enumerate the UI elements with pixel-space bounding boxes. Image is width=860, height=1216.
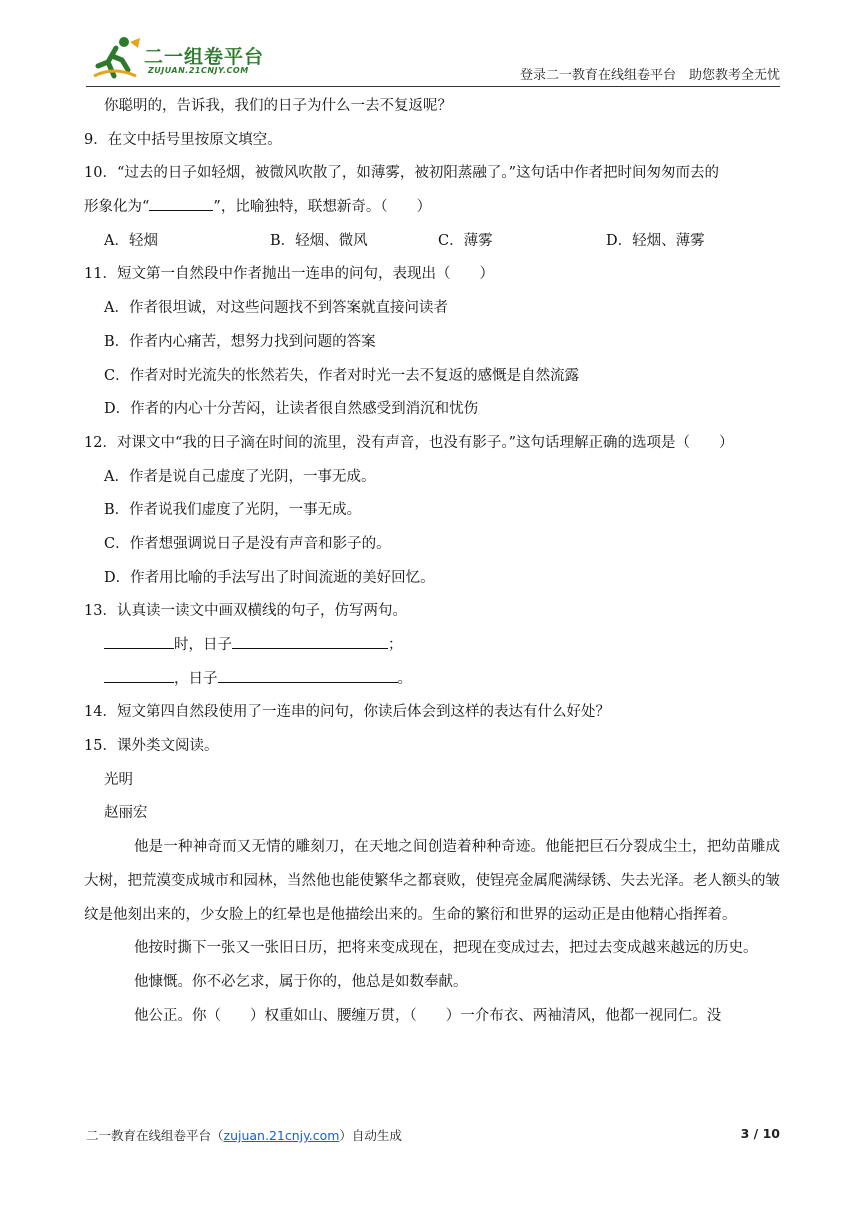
option-a[interactable]: A．作者是说自己虚度了光阴，一事无成。 [104, 468, 376, 485]
q13-line-2 [84, 663, 784, 697]
logo-title: 二一组卷平台 [144, 46, 265, 68]
option-c[interactable]: C．作者想强调说日子是没有声音和影子的。 [104, 535, 391, 552]
q10-text-pre: 形象化为“ [84, 199, 150, 216]
passage-paragraph: 他公正。你（ ）权重如山、腰缠万贯，（ ）一介布衣、两袖清风，他都一视同仁。没 [134, 1007, 722, 1024]
q13-line-1 [84, 629, 784, 663]
question-9: 9．在文中括号里按原文填空。 [84, 131, 282, 148]
q13-text: 时，日子 [174, 637, 232, 653]
question-11: 11．短文第一自然段中作者抛出一连串的问句，表现出（ ） [84, 266, 494, 283]
header-divider [86, 86, 780, 87]
option-b[interactable]: B．轻烟、微风 [270, 232, 368, 249]
footer-text-post: ）自动生成 [339, 1128, 402, 1143]
runner-logo-icon [86, 36, 144, 82]
footer-link[interactable]: zujuan.21cnjy.com [223, 1128, 340, 1143]
option-d[interactable]: D．作者用比喻的手法写出了时间流逝的美好回忆。 [104, 569, 435, 586]
question-14: 14．短文第四自然段使用了一连串的问句，你读后体会到这样的表达有什么好处？ [84, 704, 610, 721]
site-logo[interactable] [86, 36, 286, 82]
question-12: 12．对课文中“我的日子滴在时间的流里，没有声音，也没有影子。”这句话理解正确的选项是（ ） [84, 434, 734, 451]
option-c[interactable]: C．作者对时光流失的怅然若失，作者对时光一去不复返的感慨是自然流露 [104, 367, 580, 384]
page-number: 3 / 10 [740, 1126, 780, 1141]
option-d[interactable]: D．轻烟、薄雾 [606, 232, 705, 249]
passage-paragraph: 他慷慨。你不必乞求，属于你的，他总是如数奉献。 [134, 973, 468, 990]
answer-blank[interactable] [232, 635, 388, 649]
text-line: 你聪明的，告诉我，我们的日子为什么一去不复返呢？ [104, 98, 452, 114]
passage-paragraph: 他是一种神奇而又无情的雕刻刀，在天地之间创造着种种奇迹。他能把巨石分裂成尘土，把幼苗雕成大树，把荒漠变成城市和园林，当然他也能使繁华之都衰败，使锃亮金属爬满绿锈、失去光泽。老人额头的皱纹是他刻出来的，少女脸上的红晕也是他描绘出来的。生命的繁衍和世界的运动正是由他精心指挥着。 [84, 839, 780, 923]
option-b[interactable]: B．作者内心痛苦，想努力找到问题的答案 [104, 333, 376, 350]
passage-paragraph: 他按时撕下一张又一张旧日历，把将来变成现在，把现在变成过去，把过去变成越来越远的历史。 [134, 940, 758, 957]
document-body [84, 90, 784, 1033]
q13-text: ，日子 [174, 670, 218, 687]
question-13: 13．认真读一读文中画双横线的句子，仿写两句。 [84, 603, 407, 620]
logo-subtitle: ZUJUAN.21CNJY.COM [148, 66, 249, 75]
answer-blank[interactable] [104, 635, 174, 649]
option-a[interactable]: A．作者很坦诚，对这些问题找不到答案就直接问读者 [104, 300, 448, 317]
answer-blank[interactable] [149, 197, 213, 211]
footer-source [86, 1126, 402, 1144]
question-10-cont [84, 191, 784, 225]
page-footer [86, 1124, 780, 1146]
option-b[interactable]: B．作者说我们虚度了光阴，一事无成。 [104, 502, 362, 519]
option-d[interactable]: D．作者的内心十分苦闷，让读者很自然感受到消沉和忧伤 [104, 401, 479, 418]
question-15: 15．课外类文阅读。 [84, 738, 219, 755]
header-slogan[interactable]: 登录二一教育在线组卷平台 助您教考全无忧 [519, 68, 780, 83]
q13-punct: ； [388, 637, 403, 653]
answer-blank[interactable] [218, 669, 398, 683]
q10-text-post: ”，比喻独特，联想新奇。（ ） [213, 199, 432, 216]
option-a[interactable]: A．轻烟 [104, 232, 158, 249]
answer-blank[interactable] [104, 669, 174, 683]
footer-text-pre: 二一教育在线组卷平台（ [86, 1128, 224, 1143]
q13-punct: 。 [397, 670, 412, 687]
option-c[interactable]: C．薄雾 [438, 232, 493, 249]
passage-author: 赵丽宏 [104, 805, 148, 822]
q10-options [84, 225, 784, 259]
passage-title: 光明 [104, 771, 133, 788]
question-10: 10．“过去的日子如轻烟，被微风吹散了，如薄雾，被初阳蒸融了。”这句话中作者把时间匆匆而去的 [84, 165, 720, 182]
page-header [86, 36, 780, 88]
